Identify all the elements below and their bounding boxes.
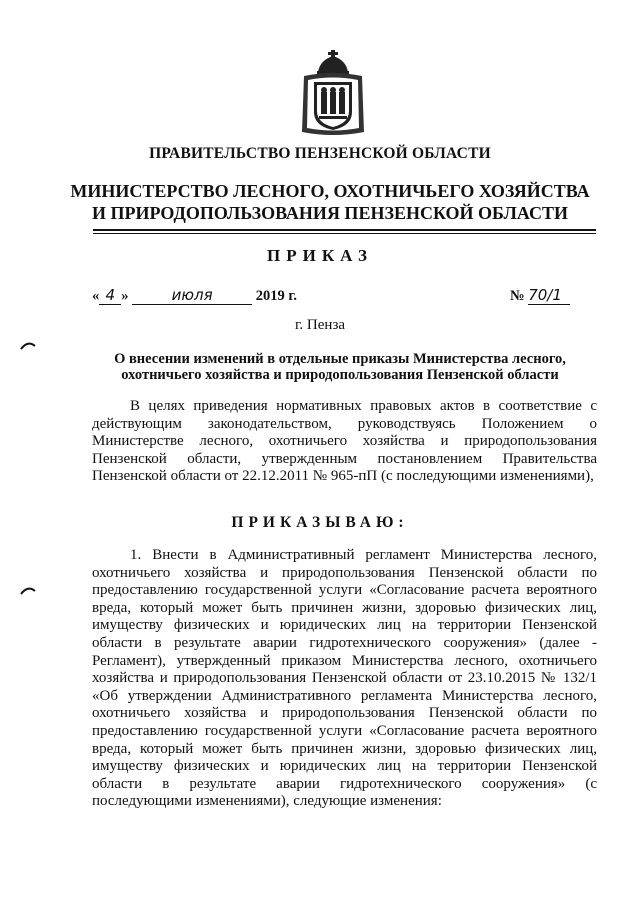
document-title: ПРИКАЗ	[267, 246, 373, 265]
document-number	[510, 286, 570, 305]
number-value: 70/1	[528, 286, 570, 305]
ministry-line-1: МИНИСТЕРСТВО ЛЕСНОГО, ОХОТНИЧЬЕГО ХОЗЯЙСТВА	[70, 181, 590, 201]
binder-hole-icon	[20, 340, 36, 350]
preamble-paragraph: В целях приведения нормативных правовых актов в соответствие с действующим законодательством, руководствуясь Положением о Министерстве лесного, охотничьего хозяйства и природопользования Пензенской области, утвержденным постановлением Правительства Пензенской области от 22.12.2011 № 965-пП (с последующими изменениями),	[92, 398, 597, 485]
document-city: г. Пенза	[294, 317, 346, 333]
date-month: июля	[132, 286, 252, 305]
ministry-line-2: И ПРИРОДОПОЛЬЗОВАНИЯ ПЕНЗЕНСКОЙ ОБЛАСТИ	[91, 203, 569, 223]
number-prefix: №	[510, 288, 525, 304]
date-day: 4	[99, 286, 121, 305]
date-open-quote: «	[92, 288, 100, 304]
header-rule-thick	[93, 229, 596, 231]
ministry-name	[60, 180, 600, 224]
item-1-paragraph: 1. Внести в Административный регламент Министерства лесного, охотничьего хозяйства и природопользования Пензенской области по предоставлению государственной услуги «Согласование расчета вероятного вреда, который может быть причинен жизни, здоровью физических лиц, имуществу физических и юридических лиц на территории Пензенской области в результате аварии гидротехнического сооружения» (далее - Регламент), утвержденный приказом Министерства лесного, охотничьего хозяйства и природопользования Пензенской области от 23.10.2015 № 132/1 «Об утверждении Административного регламента Министерства лесного, охотничьего хозяйства и природопользования Пензенской области по предоставлению государственной услуги «Согласование расчета вероятного вреда, который может быть причинен жизни, здоровью физических лиц, имуществу физических и юридических лиц на территории Пензенской области в результате аварии гидротехнического сооружения» (с последующими изменениями), следующие изменения:	[92, 547, 597, 810]
coat-of-arms-icon	[298, 50, 368, 136]
document-date	[92, 286, 297, 305]
order-heading: ПРИКАЗЫВАЮ:	[231, 514, 409, 531]
header-rule-thin	[93, 233, 596, 234]
binder-hole-icon	[20, 585, 36, 595]
date-year: 2019 г.	[255, 288, 297, 304]
date-close-quote: »	[121, 288, 129, 304]
government-name: ПРАВИТЕЛЬСТВО ПЕНЗЕНСКОЙ ОБЛАСТИ	[149, 145, 491, 162]
document-subject: О внесении изменений в отдельные приказы Министерства лесного, охотничьего хозяйства и природопользования Пензенской области	[114, 351, 566, 383]
